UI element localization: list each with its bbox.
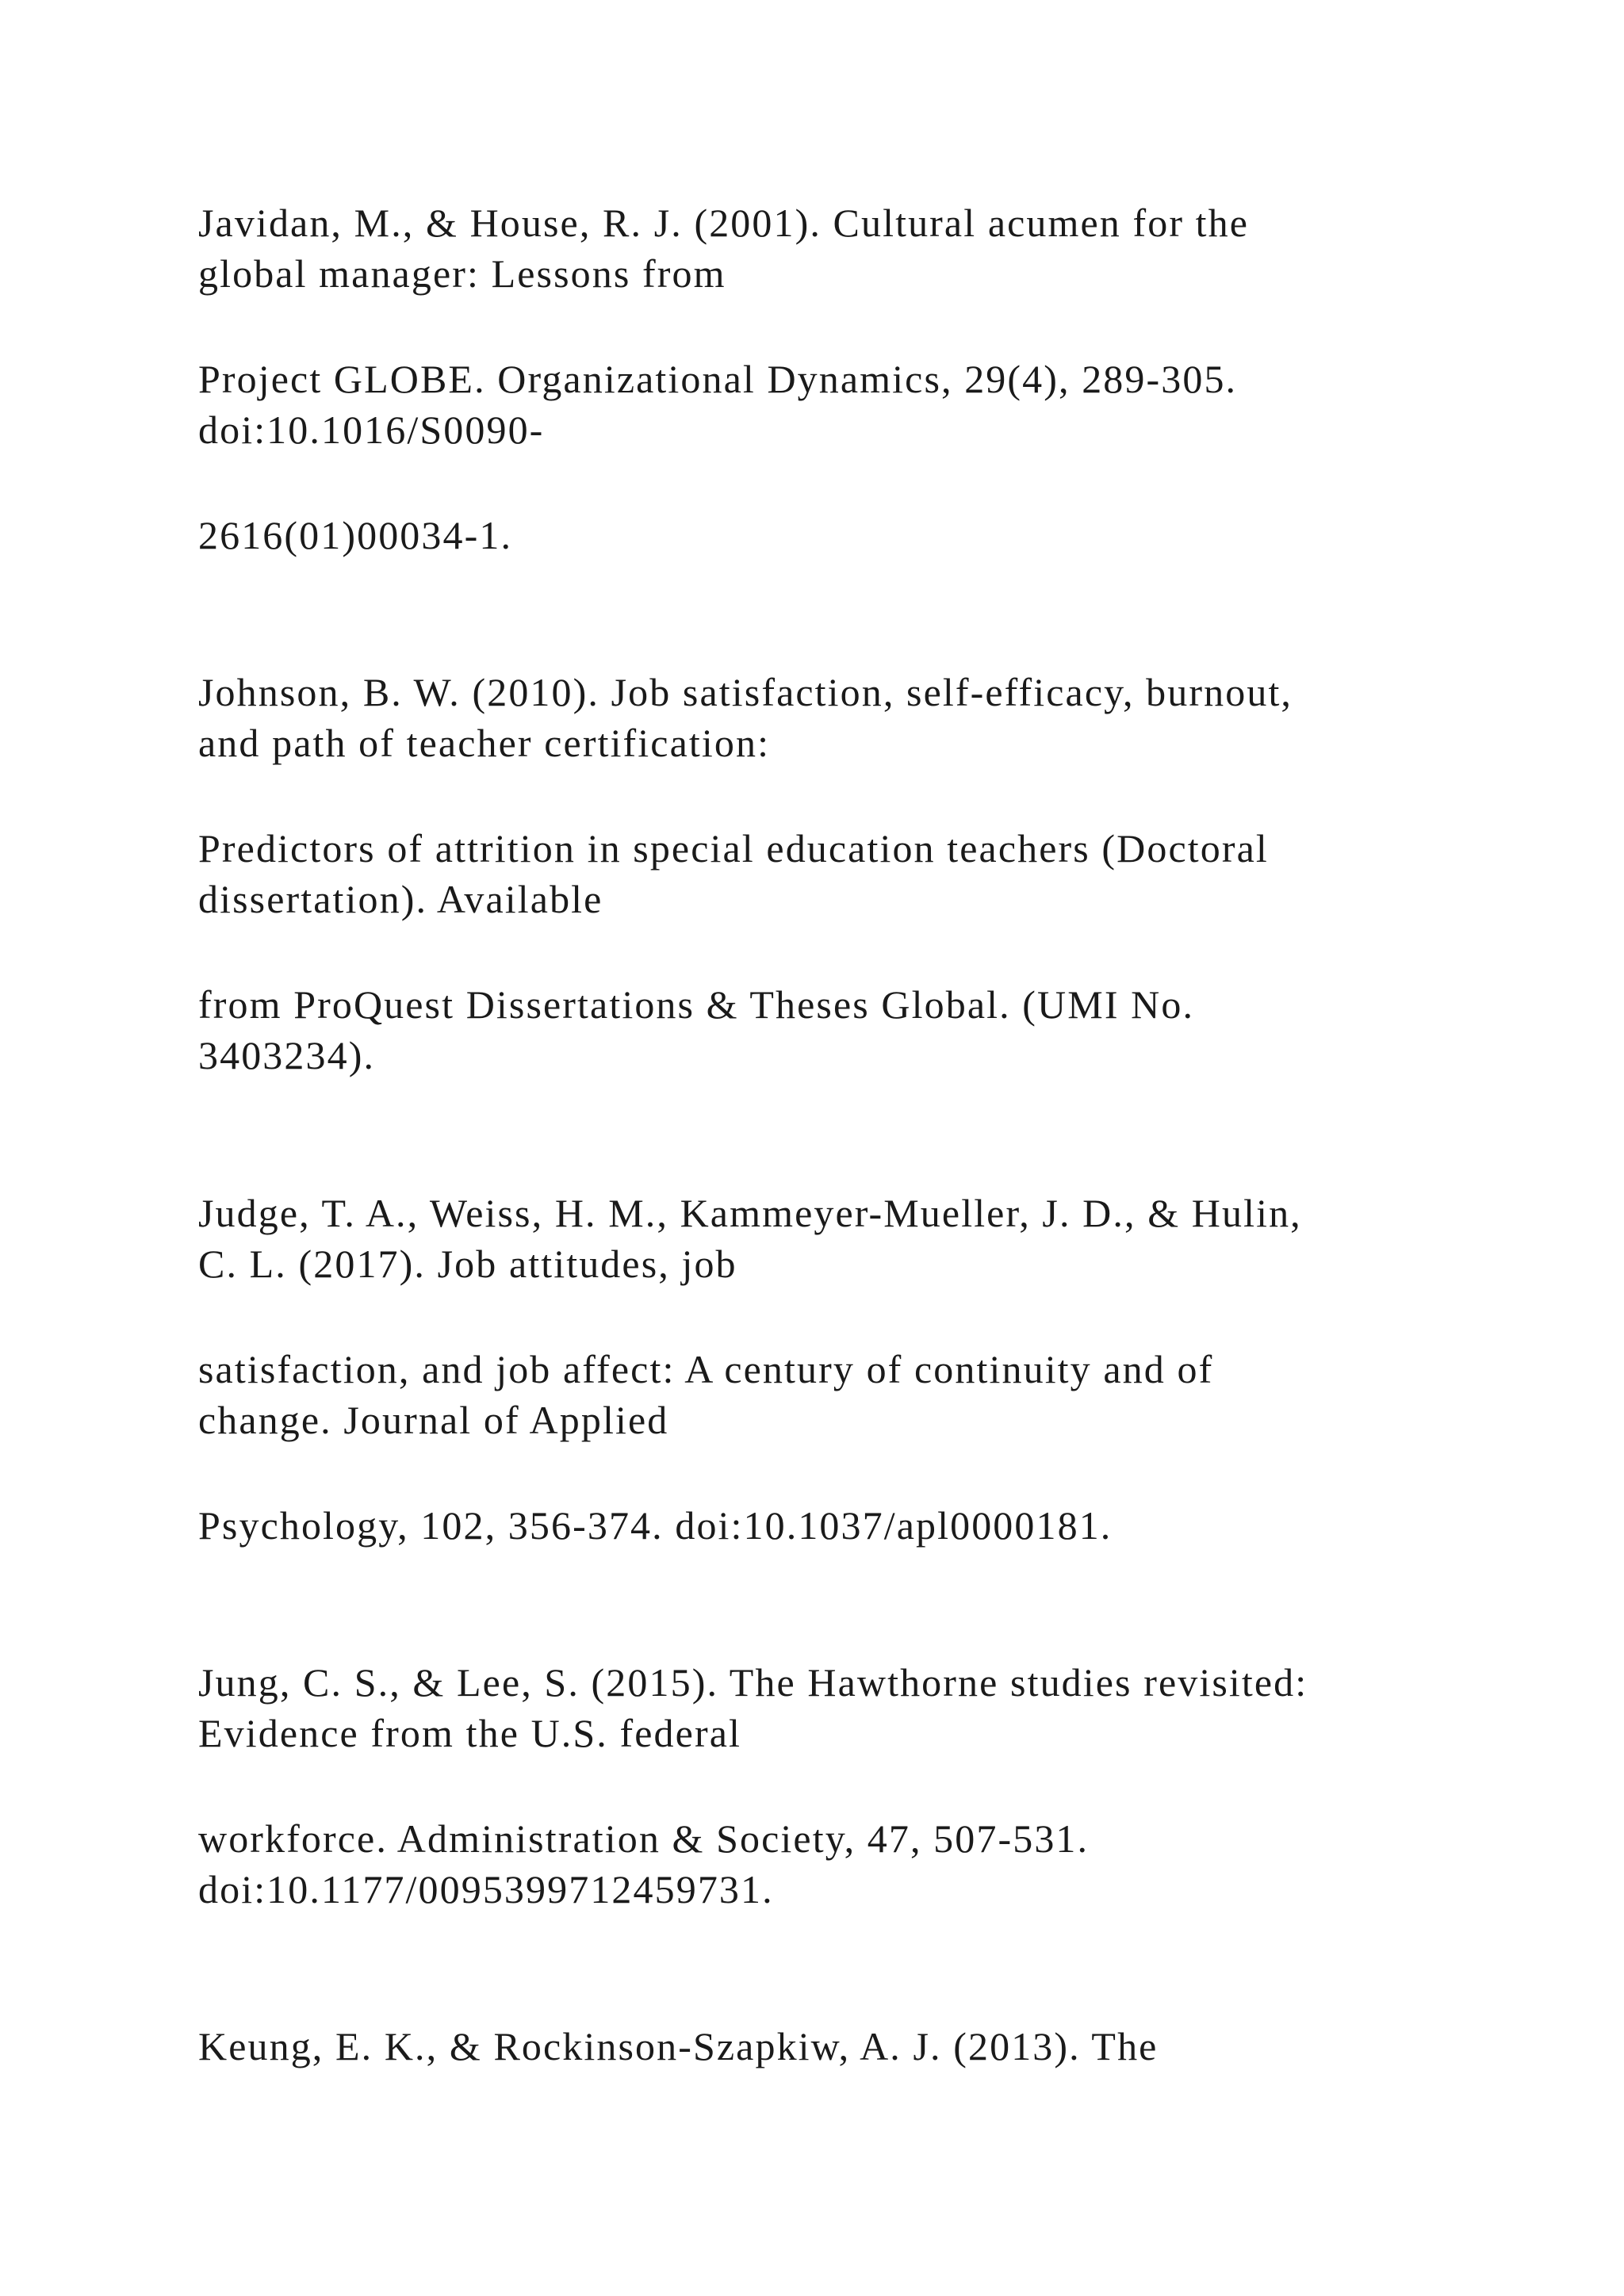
reference-line: 2616(01)00034-1. bbox=[198, 513, 513, 557]
reference-line: 3403234). bbox=[198, 1033, 376, 1077]
reference-line: Javidan, M., & House, R. J. (2001). Cultural acumen for the bbox=[198, 201, 1250, 245]
reference-line: Evidence from the U.S. federal bbox=[198, 1711, 741, 1755]
reference-line: Project GLOBE. Organizational Dynamics, 29(4), 289-305. bbox=[198, 357, 1238, 401]
reference-line: Predictors of attrition in special education teachers (Doctoral bbox=[198, 826, 1269, 871]
reference-line: and path of teacher certification: bbox=[198, 721, 771, 765]
reference-line: change. Journal of Applied bbox=[198, 1398, 669, 1442]
reference-line: Judge, T. A., Weiss, H. M., Kammeyer-Mueller, J. D., & Hulin, bbox=[198, 1191, 1302, 1235]
reference-line: Johnson, B. W. (2010). Job satisfaction, self-efficacy, burnout, bbox=[198, 670, 1293, 714]
reference-line: doi:10.1177/0095399712459731. bbox=[198, 1867, 774, 1911]
reference-line: doi:10.1016/S0090- bbox=[198, 408, 545, 452]
reference-line: Keung, E. K., & Rockinson-Szapkiw, A. J. (2013). The bbox=[198, 2024, 1159, 2068]
reference-line: satisfaction, and job affect: A century of continuity and of bbox=[198, 1347, 1214, 1391]
reference-line: from ProQuest Dissertations & Theses Global. (UMI No. bbox=[198, 982, 1195, 1027]
reference-line: Psychology, 102, 356-374. doi:10.1037/apl0000181. bbox=[198, 1503, 1113, 1548]
reference-line: workforce. Administration & Society, 47, 507-531. bbox=[198, 1816, 1090, 1861]
reference-line: Jung, C. S., & Lee, S. (2015). The Hawthorne studies revisited: bbox=[198, 1660, 1308, 1705]
reference-line: global manager: Lessons from bbox=[198, 251, 726, 296]
reference-line: C. L. (2017). Job attitudes, job bbox=[198, 1242, 737, 1286]
reference-line: dissertation). Available bbox=[198, 877, 603, 921]
